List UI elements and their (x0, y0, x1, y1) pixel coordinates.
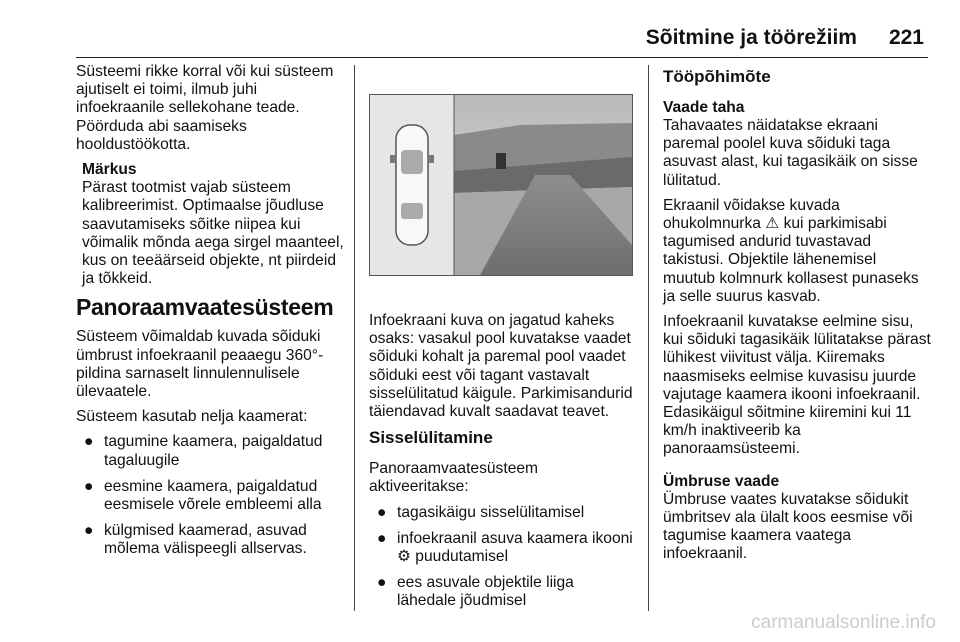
list-item: ● külgmised kaamerad, asuvad mõlema välispeegli allservas. (84, 522, 307, 558)
column-divider-2 (648, 65, 649, 611)
list-item: ● infoekraanil asuva kaamera ikooni ⚙ puudutamisel (377, 529, 633, 566)
page-header (646, 26, 924, 50)
section-heading-panorama: Panoraamvaatesüsteem (76, 294, 334, 321)
rear-view-paragraph-3: Infoekraanil kuvatakse eelmine sisu, kui sõiduki tagasikäik lülitatakse pärast lühikest viivitust välja. Kiiremaks naasmiseks eelmise kuvasisu juurde vajutage kaamera ikooni infoekraanil. Edasikäigul sõitmine kiiremini kui 11 km/h inaktiveerib ka panoraamsüsteemi. (663, 313, 931, 458)
list-item: ● tagumine kaamera, paigaldatud tagaluugile (84, 433, 323, 469)
activation-intro: Panoraamvaatesüsteem aktiveeritakse: (369, 460, 539, 496)
car-top-view-icon (390, 125, 434, 245)
section-heading-activation: Sisselülitamine (369, 428, 493, 448)
list-item: ● tagasikäigu sisselülitamisel (377, 503, 585, 521)
column-2 (369, 63, 637, 619)
column-1 (76, 63, 348, 567)
header-rule (76, 57, 928, 58)
page-number: 221 (888, 26, 924, 49)
panorama-description: Süsteem võimaldab kuvada sõiduki ümbrust infoekraanil peaaegu 360°-pildina sarnaselt linnulennulisele ülevaatele. (76, 328, 324, 401)
watermark: carmanualsonline.info (751, 612, 936, 633)
column-divider-1 (354, 65, 355, 611)
rear-view-paragraph-1: Tahavaates näidatakse ekraani paremal poolel kuva sõiduki taga asuvast alast, kui tagasikäik on sisse lülitatud. (663, 117, 918, 189)
column-3 (663, 63, 931, 570)
camera-list (76, 433, 348, 558)
split-screen-image (370, 95, 632, 275)
note-box (82, 161, 348, 288)
header-title: Sõitmine ja töörežiim (645, 26, 857, 49)
subheading-rear-view: Vaade taha (663, 99, 745, 116)
section-heading-operation: Tööpõhimõte (663, 67, 771, 86)
note-text: Pärast tootmist vajab süsteem kalibreerimist. Optimaalse jõudluse saavutamiseks sõitke niipea kui võimalik mõnda aega sirgel maanteel, kus on teeäärseid objekte, nt piirdeid ja tõkkeid. (82, 179, 344, 288)
activation-list (369, 504, 637, 611)
camera-display-illustration (369, 94, 633, 276)
camera-intro: Süsteem kasutab nelja kaamerat: (76, 408, 308, 426)
subheading-surround-view: Ümbruse vaade (663, 472, 780, 490)
figure-caption: Infoekraani kuva on jagatud kaheks osaks: vasakul pool kuvatakse vaadet sõiduki kohalt ja paremal pool vaadet sõiduki eest või tagant vastavalt sisselülitatud käigule. Parkimisandurid täiendavad kuvalt saadavat teavet. (369, 312, 633, 421)
rear-view-paragraph-2: Ekraanil võidakse kuvada ohukolmnurka ⚠ kui parkimisabi tagumised andurid tuvastavad takistusi. Objektile lähenemisel muutub kolmnurk kollasest punaseks ja selle suurus kasvab. (663, 196, 919, 305)
intro-paragraph: Süsteemi rikke korral või kui süsteem ajutiselt ei toimi, ilmub juhi infoekraanile sellekohane teade. Pöörduda abi saamiseks hooldustöökotta. (76, 63, 334, 153)
note-title: Märkus (82, 161, 137, 179)
list-item: ● ees asuvale objektile liiga lähedale jõudmisel (377, 574, 574, 610)
surround-view-paragraph: Ümbruse vaates kuvatakse sõidukit ümbritsev ala ülalt koos eesmise või tagumise kaamera vaatega infoekraanil. (663, 490, 913, 563)
list-item: ● eesmine kaamera, paigaldatud eesmisele võrele embleemi alla (84, 477, 322, 514)
